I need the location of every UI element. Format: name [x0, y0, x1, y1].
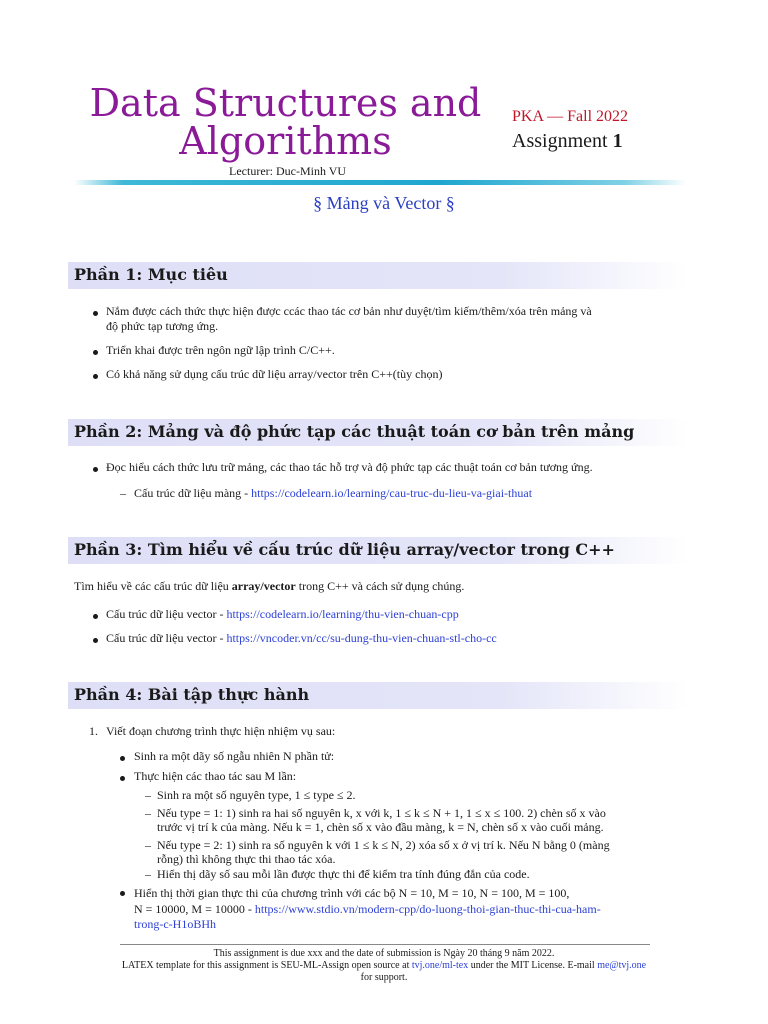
s4-bullet-3-line-3 [134, 917, 216, 932]
s3-intro-a: Tìm hiểu về các cấu trúc dữ liệu [74, 579, 229, 593]
s1-item-3: Có khả năng sử dụng cấu trúc dữ liệu array/vector trên C++(tùy chọn) [106, 367, 443, 381]
assignment-label [512, 130, 623, 153]
s4-bullet-1: Sinh ra một dãy số ngẫu nhiên N phần tử: [134, 749, 335, 763]
bullet [120, 776, 125, 781]
dash-marker: – [145, 806, 151, 820]
task-text: Viết đoạn chương trình thực hiện nhiệm vụ sau: [106, 724, 336, 738]
footer-text-a: LATEX template for this assignment is SEU-ML-Assign open source at [121, 960, 410, 971]
assignment-number: 1 [612, 130, 623, 152]
s3-item-1 [106, 607, 459, 622]
footer-email-link[interactable]: me@tvj.one [597, 960, 647, 971]
s2-subitem-label: Cấu trúc dữ liệu màng - [134, 486, 249, 500]
s4-dash-1: Sinh ra một số nguyên type, 1 ≤ type ≤ 2. [157, 788, 356, 802]
footer-text-b: under the MIT License. E-mail [470, 960, 595, 971]
s3-item-1-link[interactable]: https://codelearn.io/learning/thu-vien-chuan-cpp [226, 607, 459, 621]
footer-line-2 [0, 960, 768, 972]
section-1-header [68, 262, 688, 289]
bullet [93, 614, 98, 619]
s2-subitem-link[interactable]: https://codelearn.io/learning/cau-truc-du-lieu-va-giai-thuat [251, 486, 533, 500]
section-2-header [68, 419, 688, 446]
title-line-1: Data Structures and [89, 81, 482, 125]
dash-marker: – [145, 788, 151, 802]
s1-item-2: Triển khai được trên ngôn ngữ lập trình C/C++. [106, 343, 335, 357]
s4-bullet-3-link[interactable]: https://www.stdio.vn/modern-cpp/do-luong-thoi-gian-thuc-thi-cua-ham- [254, 902, 601, 916]
bullet [93, 638, 98, 643]
section-2-heading: Phần 2: Mảng và độ phức tạp các thuật toán cơ bản trên mảng [74, 422, 635, 441]
s4-dash-2-line-2: trước vị trí k của màng. Nếu k = 1, chèn số x vào đầu màng, k = N, chèn số x vào cuối mảng. [157, 820, 604, 834]
s3-item-1-label: Cấu trúc dữ liệu vector - [106, 607, 224, 621]
course-term: PKA — Fall 2022 [512, 108, 629, 125]
section-1-heading: Phần 1: Mục tiêu [74, 265, 228, 284]
s3-item-2-link[interactable]: https://vncoder.vn/cc/su-dung-thu-vien-chuan-stl-cho-cc [226, 631, 497, 645]
dash-marker: – [145, 867, 151, 881]
bullet [120, 756, 125, 761]
bullet [93, 350, 98, 355]
s4-dash-4: Hiển thị dãy số sau mỗi lần được thực thi để kiểm tra tính đúng đắn của code. [157, 867, 530, 881]
bullet [93, 311, 98, 316]
bullet [93, 467, 98, 472]
s3-intro [74, 579, 464, 594]
assignment-word: Assignment [512, 130, 608, 152]
footer-line-1: This assignment is due xxx and the date of submission is Ngày 20 tháng 9 năm 2022. [213, 948, 555, 959]
s4-dash-2-line-1: Nếu type = 1: 1) sinh ra hai số nguyên k, x với k, 1 ≤ k ≤ N + 1, 1 ≤ x ≤ 100. 2) chèn số x vào [157, 806, 606, 820]
s2-item: Đọc hiểu cách thức lưu trữ mảng, các thao tác hỗ trợ và độ phức tạp các thuật toán cơ bản tương ứng. [106, 460, 593, 474]
s1-item-1-line-1: Nắm được cách thức thực hiện được ccác thao tác cơ bản như duyệt/tìm kiếm/thêm/xóa trên mảng và [106, 304, 592, 318]
lecturer: Lecturer: Duc-Minh VU [229, 164, 347, 178]
s2-subitem [134, 486, 532, 501]
section-4-heading: Phần 4: Bài tập thực hành [74, 685, 310, 704]
footer-rule [120, 944, 650, 945]
section-4-header [68, 682, 688, 709]
subtitle: § Mảng và Vector § [313, 193, 455, 213]
dash-marker: – [120, 486, 126, 500]
s3-item-2-label: Cấu trúc dữ liệu vector - [106, 631, 224, 645]
s4-bullet-3-line-2 [134, 902, 601, 917]
s4-bullet-2: Thực hiện các thao tác sau M lần: [134, 769, 297, 783]
s4-bullet-3-text: N = 10000, M = 10000 - [134, 902, 252, 916]
bullet [93, 374, 98, 379]
s3-item-2 [106, 631, 497, 646]
document-title [88, 81, 483, 163]
task-number: 1. [89, 724, 98, 738]
s3-intro-bold: array/vector [231, 579, 296, 593]
s1-item-1-line-2: độ phức tạp tương ứng. [106, 319, 219, 333]
bullet [120, 891, 125, 896]
s4-bullet-3-link-cont[interactable]: trong-c-H1oBHh [134, 917, 216, 931]
s3-intro-b: trong C++ và cách sử dụng chúng. [298, 579, 465, 593]
s4-dash-3-line-1: Nếu type = 2: 1) sinh ra số nguyên k với 1 ≤ k ≤ N, 2) xóa số x ở vị trí k. Nếu N bằng 0 (màng [157, 838, 610, 852]
section-3-heading: Phần 3: Tìm hiểu về cấu trúc dữ liệu array/vector trong C++ [74, 540, 615, 559]
header-rule [74, 180, 686, 185]
s4-bullet-3-line-1: Hiển thị thời gian thực thi của chương trình với các bộ N = 10, M = 10, N = 100, M = 100, [134, 886, 570, 900]
footer-line-3: for support. [360, 972, 408, 983]
s4-dash-3-line-2: rỗng) thì không thực thi thao tác xóa. [157, 852, 336, 866]
title-line-2: Algorithms [179, 119, 392, 163]
footer-template-link[interactable]: tvj.one/ml-tex [411, 960, 469, 971]
section-3-header [68, 537, 688, 564]
dash-marker: – [145, 838, 151, 852]
